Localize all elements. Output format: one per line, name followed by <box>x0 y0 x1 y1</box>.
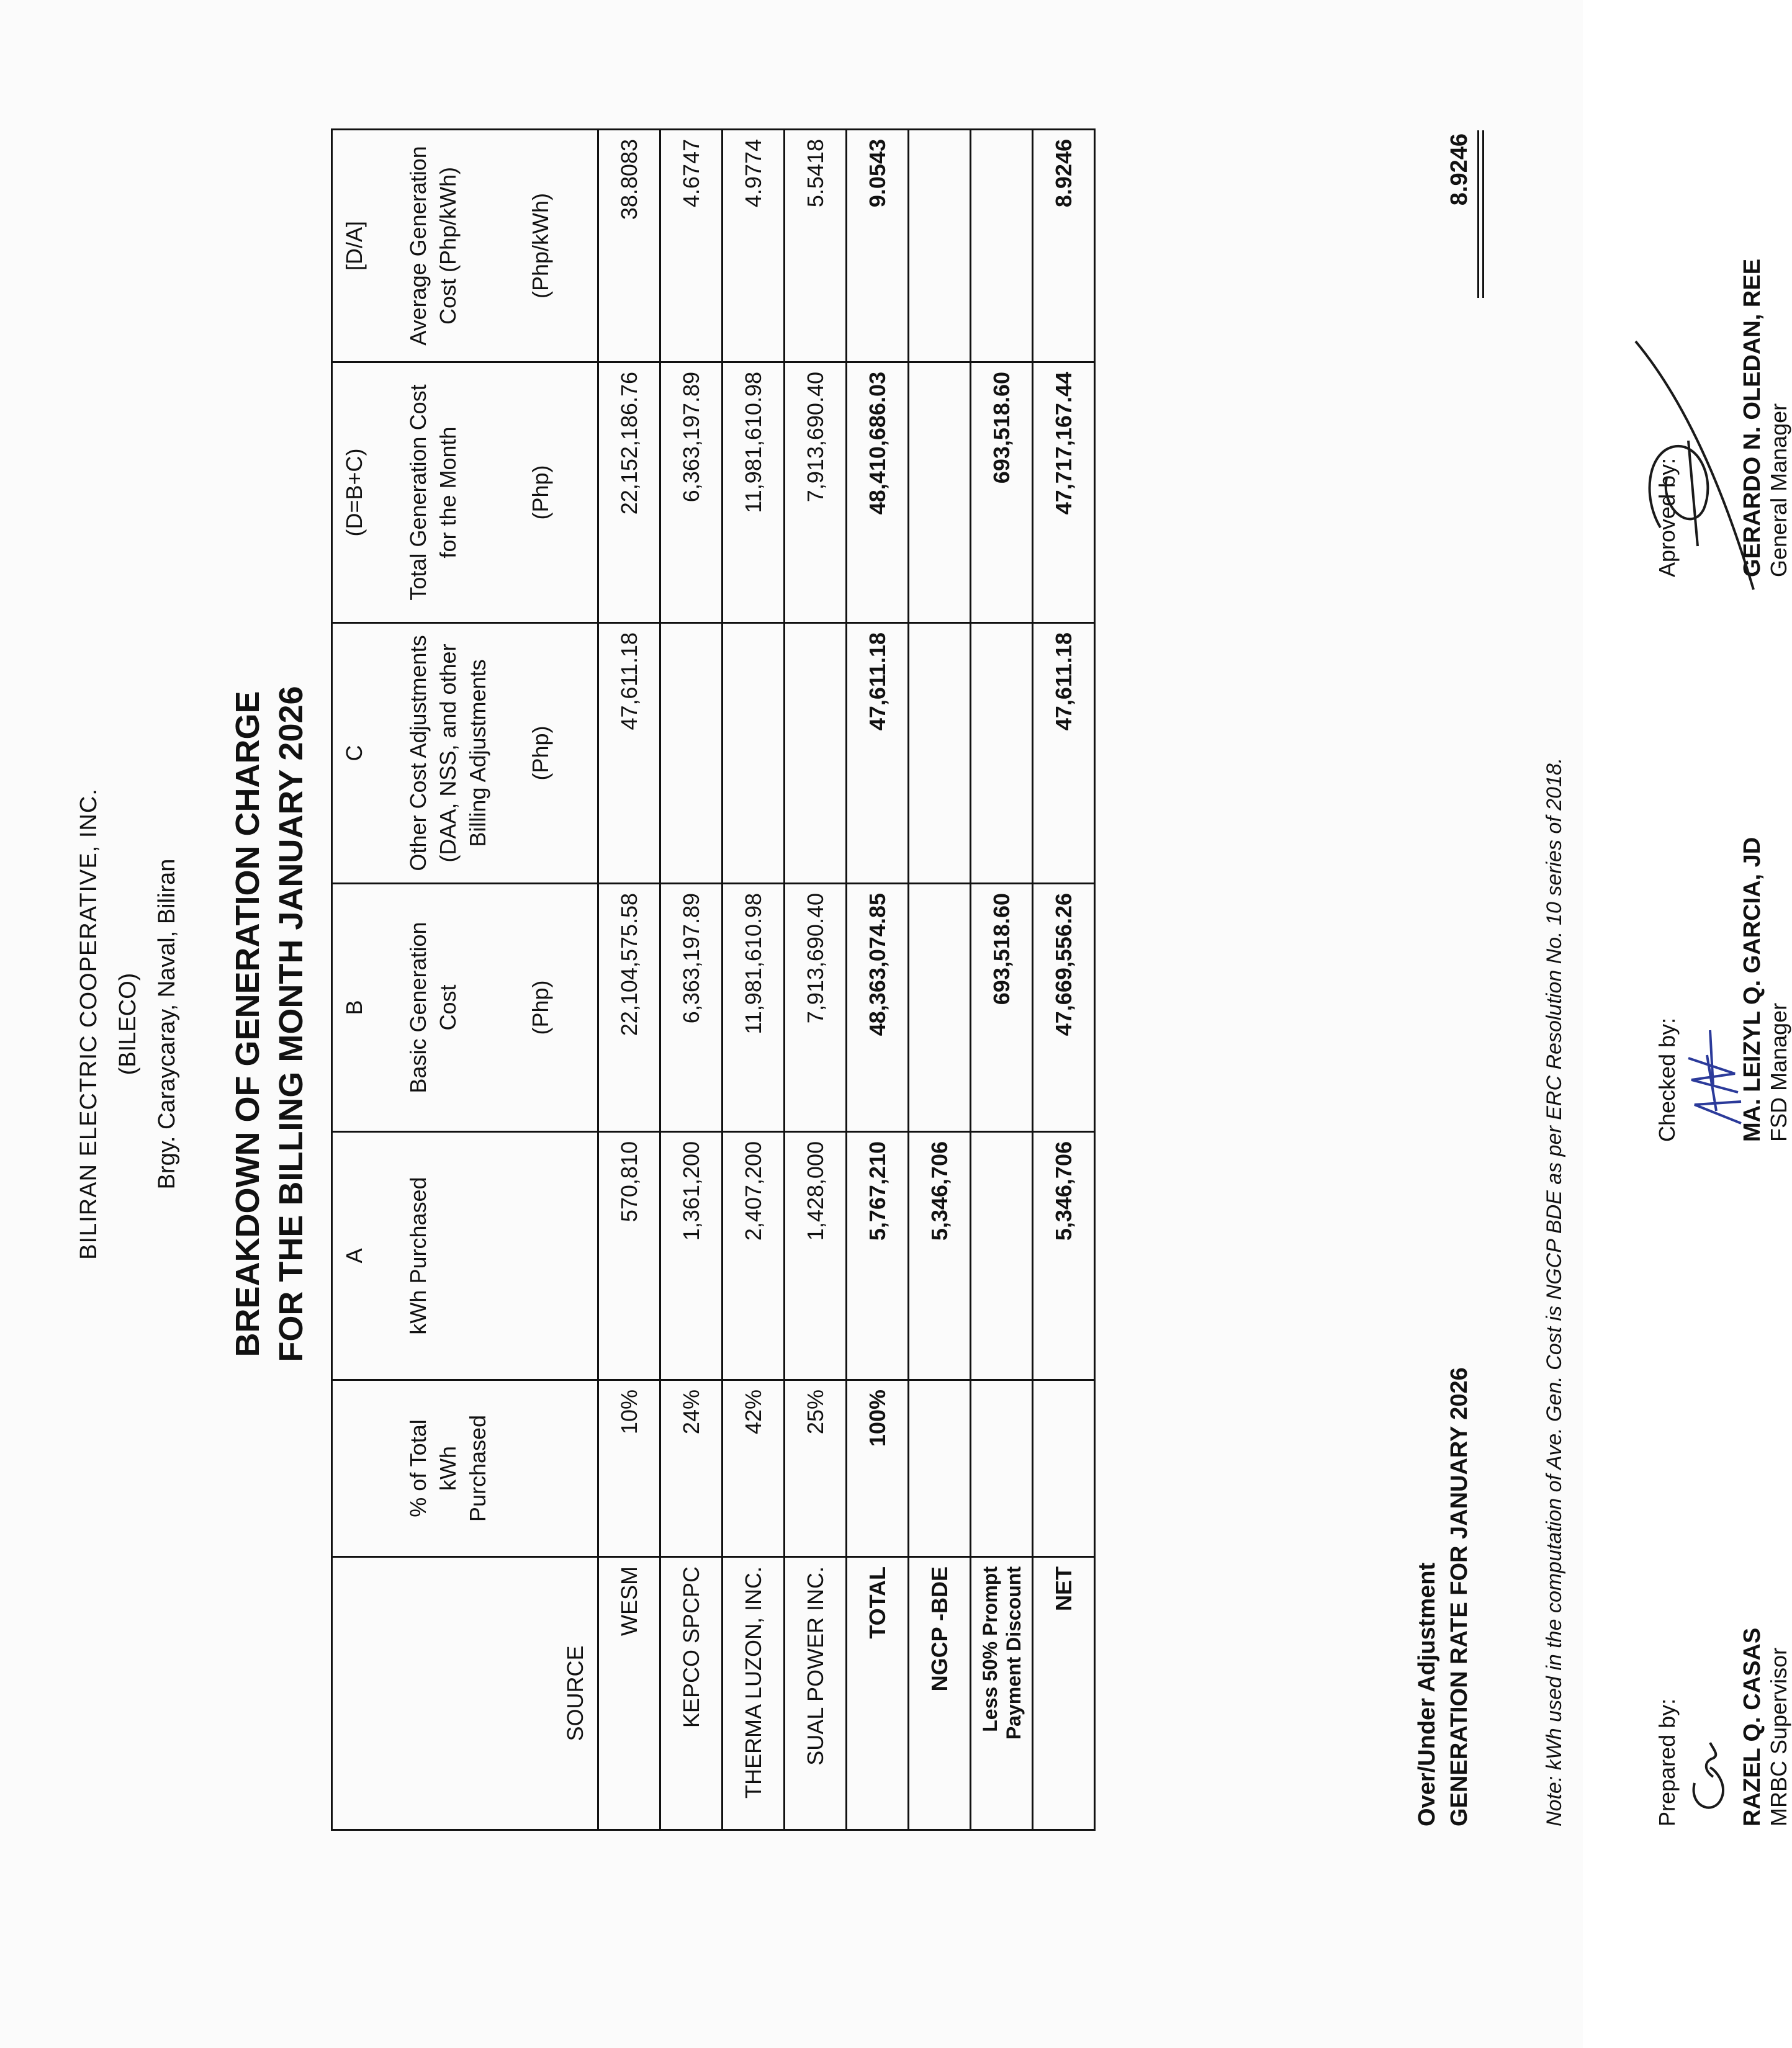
approved-signature-icon <box>1623 329 1772 602</box>
document-title: BREAKDOWN OF GENERATION CHARGE <box>229 691 266 1357</box>
cell-other-cost <box>785 623 847 884</box>
cell-percent <box>909 1380 971 1557</box>
table-row-therma <box>723 130 785 1830</box>
generation-charge-table <box>331 128 1096 1831</box>
organization-abbreviation: (BILECO) <box>115 972 141 1076</box>
cell-source: SUAL POWER INC. <box>785 1557 847 1830</box>
cell-percent: 100% <box>847 1380 909 1557</box>
cell-average-cost <box>971 130 1033 362</box>
cell-total-cost: 22,152,186.76 <box>598 362 660 623</box>
checked-by-name: MA. LEIZYL Q. GARCIA, JD <box>1739 837 1765 1142</box>
table-row-wesm <box>598 130 660 1830</box>
organization-name: BILIRAN ELECTRIC COOPERATIVE, INC. <box>76 788 102 1260</box>
adjustment-label: Over/Under Adjustment <box>1414 1562 1440 1826</box>
cell-average-cost <box>909 130 971 362</box>
column-header-basic-cost: B Basic Generation Cost (Php) <box>332 884 598 1132</box>
checked-by-block <box>1654 837 1792 1142</box>
table-row-ngcp-bde <box>909 130 971 1830</box>
cell-other-cost: 47,611.18 <box>847 623 909 884</box>
column-header-kwh: A kWh Purchased <box>332 1132 598 1380</box>
approved-by-title: General Manager <box>1766 403 1791 577</box>
prepared-by-label: Prepared by: <box>1654 1698 1680 1826</box>
organization-address: Brgy. Caraycaray, Naval, Biliran <box>154 858 180 1190</box>
checked-by-title: FSD Manager <box>1766 1002 1791 1142</box>
cell-total-cost: 47,717,167.44 <box>1033 362 1095 623</box>
cell-average-cost: 9.0543 <box>847 130 909 362</box>
cell-other-cost <box>909 623 971 884</box>
column-header-average-cost: [D/A] Average Generation Cost (Php/kWh) (Php/kWh) <box>332 130 598 362</box>
cell-percent <box>971 1380 1033 1557</box>
column-header-percent: % of Total kWh Purchased <box>332 1380 598 1557</box>
table-row-prompt-payment-discount <box>971 130 1033 1830</box>
cell-basic-cost: 6,363,197.89 <box>660 884 723 1132</box>
cell-percent <box>1033 1380 1095 1557</box>
prepared-by-block <box>1654 1628 1792 1826</box>
cell-kwh: 2,407,200 <box>723 1132 785 1380</box>
prepared-by-name: RAZEL Q. CASAS <box>1739 1627 1765 1826</box>
approved-by-block <box>1654 259 1792 577</box>
cell-other-cost <box>723 623 785 884</box>
table-row-kepco <box>660 130 723 1830</box>
cell-kwh: 5,346,706 <box>909 1132 971 1380</box>
cell-average-cost: 38.8083 <box>598 130 660 362</box>
table-row-net <box>1033 130 1095 1830</box>
cell-basic-cost: 11,981,610.98 <box>723 884 785 1132</box>
cell-kwh: 5,346,706 <box>1033 1132 1095 1380</box>
cell-kwh: 570,810 <box>598 1132 660 1380</box>
cell-total-cost: 693,518.60 <box>971 362 1033 623</box>
column-header-total-cost: (D=B+C) Total Generation Cost for the Month (Php) <box>332 362 598 623</box>
cell-source: NET <box>1033 1557 1095 1830</box>
cell-percent: 24% <box>660 1380 723 1557</box>
cell-kwh <box>971 1132 1033 1380</box>
prepared-by-title: MRBC Supervisor <box>1766 1647 1791 1826</box>
cell-average-cost: 5.5418 <box>785 130 847 362</box>
double-underline-top <box>1477 130 1479 298</box>
cell-source: THERMA LUZON, INC. <box>723 1557 785 1830</box>
table-header-row <box>332 130 598 1830</box>
cell-other-cost <box>971 623 1033 884</box>
cell-basic-cost: 48,363,074.85 <box>847 884 909 1132</box>
table-row-sual <box>785 130 847 1830</box>
cell-other-cost: 47,611.18 <box>1033 623 1095 884</box>
table-row-total <box>847 130 909 1830</box>
cell-source: Less 50% Prompt Payment Discount <box>971 1557 1033 1830</box>
cell-other-cost: 47,611.18 <box>598 623 660 884</box>
checked-signature-icon <box>1682 1018 1750 1130</box>
cell-kwh: 1,428,000 <box>785 1132 847 1380</box>
cell-kwh: 1,361,200 <box>660 1132 723 1380</box>
cell-percent: 42% <box>723 1380 785 1557</box>
column-header-other-cost: C Other Cost Adjustments (DAA, NSS, and other Billing Adjustments (Php) <box>332 623 598 884</box>
double-underline-bottom <box>1482 130 1484 298</box>
cell-total-cost: 48,410,686.03 <box>847 362 909 623</box>
column-header-source: SOURCE <box>332 1557 598 1830</box>
cell-basic-cost <box>909 884 971 1132</box>
generation-rate-label: GENERATION RATE FOR JANUARY 2026 <box>1446 1367 1472 1826</box>
cell-source: WESM <box>598 1557 660 1830</box>
cell-basic-cost: 22,104,575.58 <box>598 884 660 1132</box>
cell-total-cost: 7,913,690.40 <box>785 362 847 623</box>
cell-basic-cost: 693,518.60 <box>971 884 1033 1132</box>
approved-by-label: Aproved by: <box>1654 457 1680 577</box>
cell-source: KEPCO SPCPC <box>660 1557 723 1830</box>
computation-note: Note: kWh used in the computation of Ave. Gen. Cost is NGCP BDE as per ERC Resolution No. 10 series of 2018. <box>1542 757 1566 1826</box>
cell-percent: 10% <box>598 1380 660 1557</box>
cell-source: NGCP -BDE <box>909 1557 971 1830</box>
cell-basic-cost: 47,669,556.26 <box>1033 884 1095 1132</box>
cell-basic-cost: 7,913,690.40 <box>785 884 847 1132</box>
cell-total-cost: 6,363,197.89 <box>660 362 723 623</box>
cell-average-cost: 4.9774 <box>723 130 785 362</box>
generation-rate-value: 8.9246 <box>1446 133 1472 206</box>
cell-average-cost: 8.9246 <box>1033 130 1095 362</box>
cell-total-cost <box>909 362 971 623</box>
checked-by-label: Checked by: <box>1654 1017 1680 1142</box>
cell-average-cost: 4.6747 <box>660 130 723 362</box>
cell-kwh: 5,767,210 <box>847 1132 909 1380</box>
approved-by-name: GERARDO N. OLEDAN, REE <box>1739 258 1765 577</box>
cell-percent: 25% <box>785 1380 847 1557</box>
prepared-signature-icon <box>1685 1733 1735 1820</box>
cell-total-cost: 11,981,610.98 <box>723 362 785 623</box>
cell-other-cost <box>660 623 723 884</box>
cell-source: TOTAL <box>847 1557 909 1830</box>
document-subtitle: FOR THE BILLING MONTH JANUARY 2026 <box>272 686 310 1362</box>
